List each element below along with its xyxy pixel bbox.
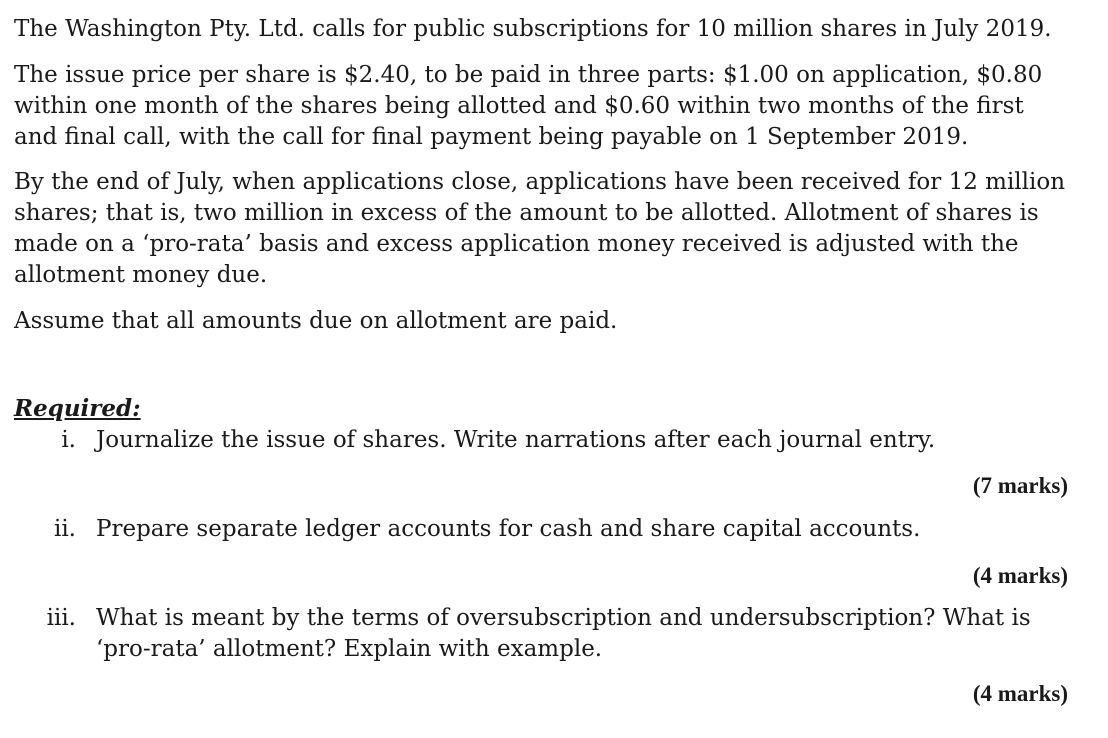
question-text: What is meant by the terms of oversubscription and undersubscription? What is ‘pro-rata’ allotment? Explain with example. [96,605,1031,662]
intro-paragraph-4: Assume that all amounts due on allotment are paid. [14,308,618,334]
question-text: Journalize the issue of shares. Write narrations after each journal entry. [96,427,936,453]
question-number: iii. [46,605,76,631]
question-marks-2: (4 marks) [972,563,1068,588]
question-marks-1: (7 marks) [972,473,1068,498]
required-heading: Required: [14,395,141,422]
question-marks-3: (4 marks) [972,681,1068,706]
question-text: Prepare separate ledger accounts for cash and share capital accounts. [96,516,921,542]
intro-paragraph-3: By the end of July, when applications close, applications have been received for 12 million shares; that is, two million in excess of the amount to be allotted. Allotment of shares is made on a ‘pro-rata’ basis and excess application money received is adjusted with the allotment money due. [14,169,1066,288]
question-number: i. [61,427,76,453]
question-number: ii. [53,516,76,542]
intro-paragraph-2: The issue price per share is $2.40, to be paid in three parts: $1.00 on application, $0.80 within one month of the shares being allotted and $0.60 within two months of the first and final call, with the call for final payment being payable on 1 September 2019. [14,62,1043,150]
intro-paragraph-1: The Washington Pty. Ltd. calls for public subscriptions for 10 million shares in July 2019. [14,16,1052,42]
